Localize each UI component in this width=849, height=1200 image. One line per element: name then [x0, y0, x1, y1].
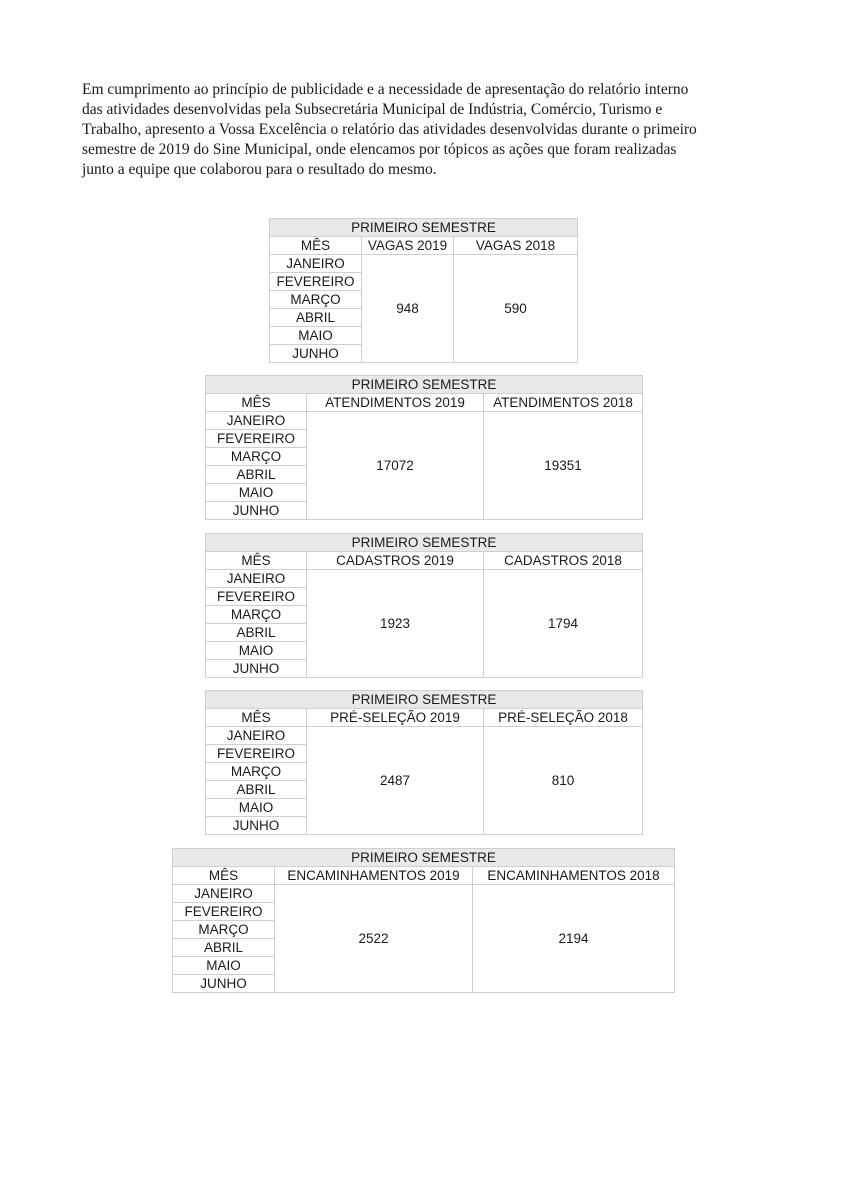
encaminhamentos-table [172, 848, 675, 993]
month-cell: MARÇO [270, 291, 362, 309]
month-header: MÊS [206, 709, 307, 727]
value-2018: 810 [484, 727, 643, 835]
month-cell: ABRIL [206, 781, 307, 799]
month-cell: MAIO [206, 484, 307, 502]
intro-line: Trabalho, apresento a Vossa Excelência o relatório das atividades desenvolvidas durante o primeiro [82, 121, 697, 138]
value-2019: 1923 [307, 570, 484, 678]
column-header-2019: CADASTROS 2019 [307, 552, 484, 570]
value-2018: 1794 [484, 570, 643, 678]
value-2018: 590 [454, 255, 578, 363]
table-title: PRIMEIRO SEMESTRE [206, 691, 643, 709]
table-title: PRIMEIRO SEMESTRE [173, 849, 675, 867]
intro-line: Em cumprimento ao princípio de publicidade e a necessidade de apresentação do relatório interno [82, 81, 689, 98]
month-header: MÊS [206, 552, 307, 570]
month-cell: JUNHO [173, 975, 275, 993]
month-cell: MAIO [173, 957, 275, 975]
month-header: MÊS [270, 237, 362, 255]
column-header-2018: PRÉ-SELEÇÃO 2018 [484, 709, 643, 727]
column-header-2018: ENCAMINHAMENTOS 2018 [473, 867, 675, 885]
column-header-2019: ENCAMINHAMENTOS 2019 [275, 867, 473, 885]
month-cell: FEVEREIRO [206, 588, 307, 606]
value-2019: 2487 [307, 727, 484, 835]
intro-line: semestre de 2019 do Sine Municipal, onde elencamos por tópicos as ações que foram realizadas [82, 141, 677, 158]
intro-line: das atividades desenvolvidas pela Subsecretária Municipal de Indústria, Comércio, Turismo e [82, 101, 663, 118]
pre-selecao-table [205, 690, 643, 835]
month-cell: FEVEREIRO [173, 903, 275, 921]
month-cell: JANEIRO [173, 885, 275, 903]
month-cell: MARÇO [206, 448, 307, 466]
value-2019: 17072 [307, 412, 484, 520]
month-cell: MARÇO [206, 606, 307, 624]
month-cell: JANEIRO [206, 570, 307, 588]
month-cell: MARÇO [206, 763, 307, 781]
month-cell: FEVEREIRO [206, 430, 307, 448]
table-title: PRIMEIRO SEMESTRE [270, 219, 578, 237]
column-header-2019: PRÉ-SELEÇÃO 2019 [307, 709, 484, 727]
month-cell: JANEIRO [206, 412, 307, 430]
column-header-2018: VAGAS 2018 [454, 237, 578, 255]
month-cell: JUNHO [206, 660, 307, 678]
month-cell: ABRIL [206, 624, 307, 642]
atendimentos-table [205, 375, 643, 520]
month-cell: FEVEREIRO [206, 745, 307, 763]
month-cell: JUNHO [206, 817, 307, 835]
month-cell: JANEIRO [206, 727, 307, 745]
month-cell: FEVEREIRO [270, 273, 362, 291]
table-title: PRIMEIRO SEMESTRE [206, 376, 643, 394]
month-header: MÊS [206, 394, 307, 412]
value-2019: 948 [362, 255, 454, 363]
value-2019: 2522 [275, 885, 473, 993]
month-cell: JANEIRO [270, 255, 362, 273]
month-cell: JUNHO [206, 502, 307, 520]
value-2018: 19351 [484, 412, 643, 520]
intro-line: junto a equipe que colaborou para o resultado do mesmo. [82, 161, 437, 178]
column-header-2018: CADASTROS 2018 [484, 552, 643, 570]
vagas-table [269, 218, 578, 363]
month-cell: MARÇO [173, 921, 275, 939]
month-cell: MAIO [270, 327, 362, 345]
month-header: MÊS [173, 867, 275, 885]
month-cell: MAIO [206, 642, 307, 660]
cadastros-table [205, 533, 643, 678]
month-cell: MAIO [206, 799, 307, 817]
column-header-2018: ATENDIMENTOS 2018 [484, 394, 643, 412]
month-cell: ABRIL [173, 939, 275, 957]
value-2018: 2194 [473, 885, 675, 993]
month-cell: ABRIL [270, 309, 362, 327]
month-cell: ABRIL [206, 466, 307, 484]
column-header-2019: VAGAS 2019 [362, 237, 454, 255]
month-cell: JUNHO [270, 345, 362, 363]
column-header-2019: ATENDIMENTOS 2019 [307, 394, 484, 412]
table-title: PRIMEIRO SEMESTRE [206, 534, 643, 552]
intro-paragraph [82, 80, 772, 180]
